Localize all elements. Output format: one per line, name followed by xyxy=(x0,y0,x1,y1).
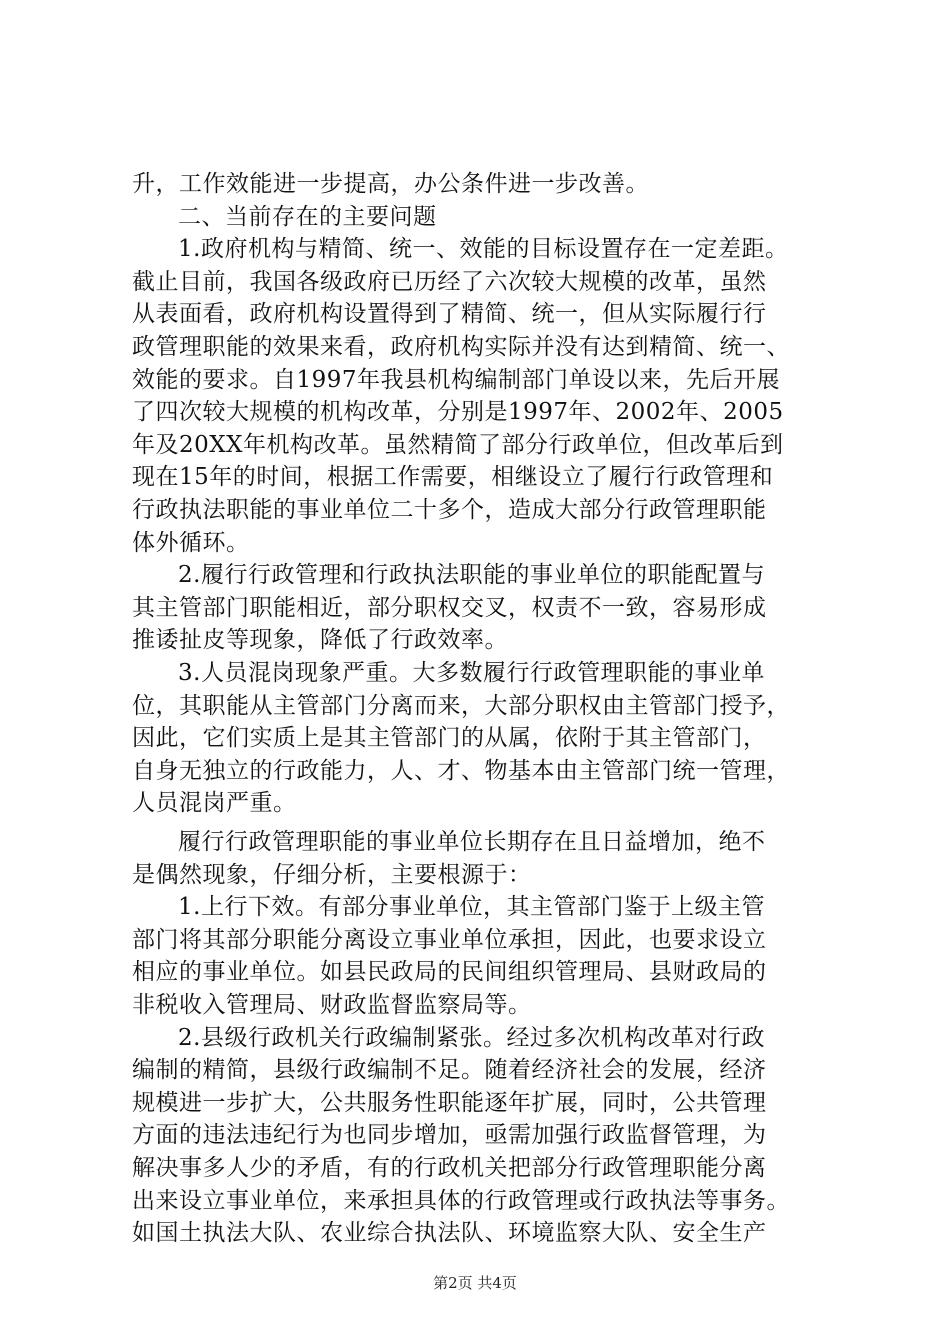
text-line: 部门将其部分职能分离设立事业单位承担，因此，也要求设立 xyxy=(132,927,767,953)
text-line: 方面的违法违纪行为也同步增加，亟需加强行政监督管理，为 xyxy=(132,1122,767,1148)
text-line: 规模进一步扩大，公共服务性职能逐年扩展，同时，公共管理 xyxy=(132,1090,767,1116)
text-line: 是偶然现象，仔细分析，主要根源于： xyxy=(132,862,532,888)
text-line: 其主管部门职能相近，部分职权交叉，权责不一致，容易形成 xyxy=(132,595,767,621)
text-line: 行政执法职能的事业单位二十多个，造成大部分行政管理职能 xyxy=(132,497,767,523)
section-heading: 二、当前存在的主要问题 xyxy=(178,204,437,230)
text-line: 相应的事业单位。如县民政局的民间组织管理局、县财政局的 xyxy=(132,959,767,985)
text-line: 政管理职能的效果来看，政府机构实际并没有达到精简、统一、 xyxy=(132,334,790,360)
page-number: 第2页 共4页 xyxy=(433,1274,517,1292)
text-line: 从表面看，政府机构设置得到了精简、统一，但从实际履行行 xyxy=(132,301,767,327)
text-line: 推诿扯皮等现象，降低了行政效率。 xyxy=(132,627,508,653)
text-line: 体外循环。 xyxy=(132,530,250,556)
text-line: 因此，它们实质上是其主管部门的从属，依附于其主管部门， xyxy=(132,725,767,751)
text-line: 人员混岗严重。 xyxy=(132,790,297,816)
text-line: 如国土执法大队、农业综合执法队、环境监察大队、安全生产 xyxy=(132,1220,767,1246)
text-line: 现在15年的时间，根据工作需要，相继设立了履行行政管理和 xyxy=(132,464,774,490)
paragraph-start: 3.人员混岗现象严重。大多数履行行政管理职能的事业单 xyxy=(178,660,765,686)
text-line: 位，其职能从主管部门分离而来，大部分职权由主管部门授予， xyxy=(132,693,790,719)
text-line: 年及20XX年机构改革。虽然精简了部分行政单位，但改革后到 xyxy=(132,432,784,458)
paragraph-start: 1.上行下效。有部分事业单位，其主管部门鉴于上级主管 xyxy=(178,894,765,920)
paragraph-start: 1.政府机构与精简、统一、效能的目标设置存在一定差距。 xyxy=(178,236,789,262)
text-line: 升，工作效能进一步提高，办公条件进一步改善。 xyxy=(132,171,649,197)
text-line: 自身无独立的行政能力，人、才、物基本由主管部门统一管理， xyxy=(132,758,790,784)
text-line: 了四次较大规模的机构改革，分别是1997年、2002年、2005 xyxy=(132,399,784,425)
paragraph-start: 履行行政管理职能的事业单位长期存在且日益增加，绝不 xyxy=(178,829,766,855)
text-line: 出来设立事业单位，来承担具体的行政管理或行政执法等事务。 xyxy=(132,1188,790,1214)
paragraph-start: 2.履行行政管理和行政执法职能的事业单位的职能配置与 xyxy=(178,562,765,588)
text-line: 效能的要求。自1997年我县机构编制部门单设以来，先后开展 xyxy=(132,367,781,393)
text-line: 非税收入管理局、财政监督监察局等。 xyxy=(132,992,532,1018)
text-line: 截止目前，我国各级政府已历经了六次较大规模的改革，虽然 xyxy=(132,269,767,295)
text-line: 编制的精简，县级行政编制不足。随着经济社会的发展，经济 xyxy=(132,1057,767,1083)
paragraph-start: 2.县级行政机关行政编制紧张。经过多次机构改革对行政 xyxy=(178,1025,765,1051)
text-line: 解决事多人少的矛盾，有的行政机关把部分行政管理职能分离 xyxy=(132,1155,767,1181)
